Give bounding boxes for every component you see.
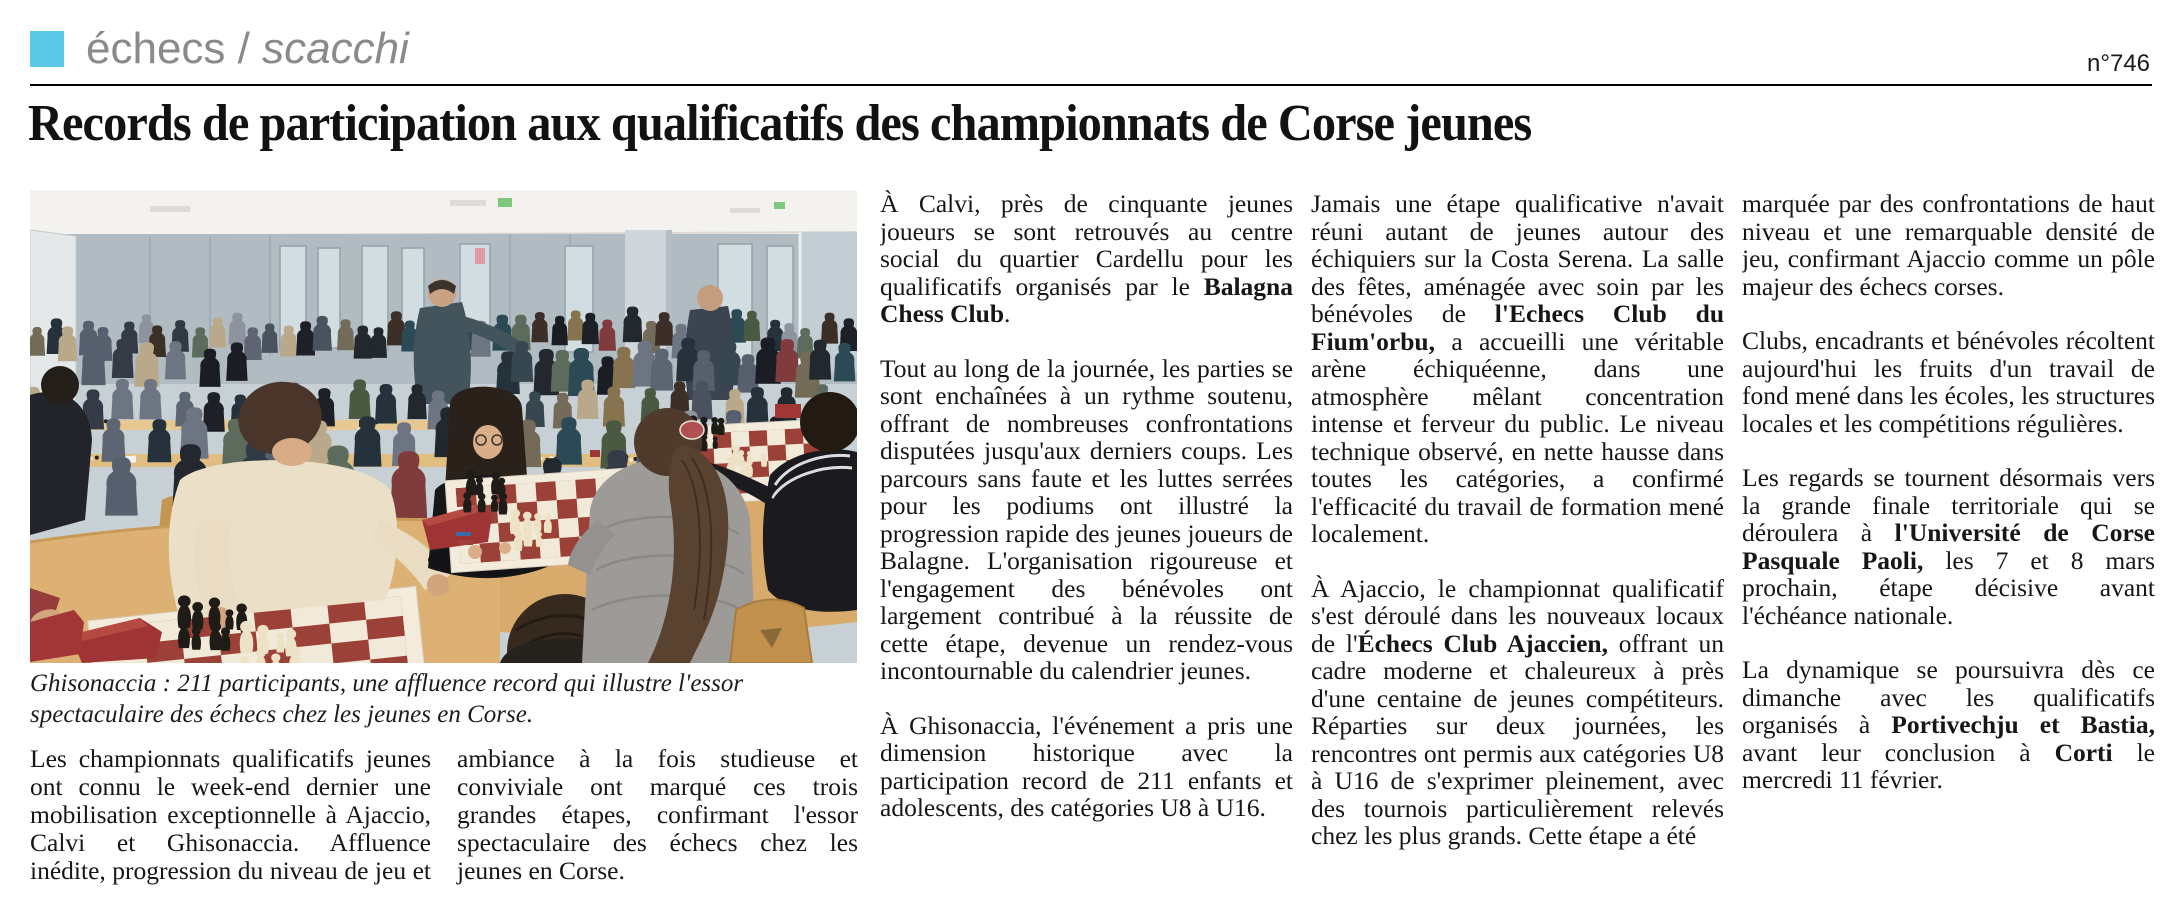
section-title-it: scacchi [262, 24, 409, 73]
article-paragraph: La dynamique se poursuivra dès ce dimanche avec les qualificatifs organisés à Portivechju et Bastia, avant leur conclusion à Corti le mercredi 11 février. [1742, 655, 2155, 794]
article-paragraph: À Ajaccio, le championnat qualificatif s'est déroulé dans les nouveaux locaux de l'Échecs Club Ajaccien, offrant un cadre moderne et chaleureux à près d'une centaine de jeunes compétiteurs. Réparties sur deux journées, les rencontres ont permis aux catégories U8 à U16 de s'exprimer pleinement, avec des tournois particulièrement relevés chez les plus grands. Cette étape a été [1311, 573, 1724, 850]
article-paragraph: À Ghisonaccia, l'événement a pris une dimension historique avec la participation record de 211 enfants et adolescents, des catégories U8 à U16. [880, 710, 1293, 822]
section-kicker [30, 24, 409, 74]
article-column-3 [1742, 190, 2155, 906]
article-paragraph: Clubs, encadrants et bénévoles récoltent aujourd'hui les fruits d'un travail de fond mené dans les écoles, les structures locales et les compétitions régulières. [1742, 326, 2155, 438]
article-paragraph: Jamais une étape qualificative n'avait réuni autant de jeunes autour des échiquiers sur la Costa Serena. La salle des fêtes, aménagée avec soin par les bénévoles de l'Echecs Club du Fium'orbu, a accueilli une véritable arène échiquéenne, dans une atmosphère mêlant concentration intense et ferveur du public. Le niveau technique observé, en nette hausse dans toutes les catégories, a confirmé l'efficacité du travail de formation mené localement. [1311, 190, 1724, 548]
photo-caption: Ghisonaccia : 211 participants, une affluence record qui illustre l'essor spectaculaire des échecs chez les jeunes en Corse. [30, 670, 744, 728]
article-lead [30, 745, 858, 903]
section-title-fr: échecs [86, 24, 226, 73]
article-paragraph: À Calvi, près de cinquante jeunes joueurs se sont retrouvés au centre social du quartier Cardellu pour les qualificatifs organisés par le Balagna Chess Club. [880, 190, 1293, 328]
article-paragraph: Les regards se tournent désormais vers la grande finale territoriale qui se déroulera à l'Université de Corse Pasquale Paoli, les 7 et 8 mars prochain, étape décisive avant l'échéance nationale. [1742, 463, 2155, 630]
section-title-separator: / [225, 24, 263, 73]
masthead-rule [30, 84, 2152, 86]
issue-number: n°746 [2087, 50, 2150, 77]
article-photo [30, 190, 857, 663]
accent-square [30, 31, 64, 67]
article-paragraph: Les championnats qualificatifs jeunes ont connu le week-end dernier une mobilisation exceptionnelle à Ajaccio, Calvi et Ghisonaccia. Affluence inédite, progression du niveau de jeu et ambiance à la fois studieuse et conviviale ont marqué ces trois grandes étapes, confirmant l'essor spectaculaire des échecs chez les jeunes en Corse. [30, 744, 858, 885]
article-paragraph: Tout au long de la journée, les parties se sont enchaînées à un rythme soutenu, offrant de nombreuses confrontations disputées jusqu'aux derniers coups. Les parcours sans faute et les luttes serrées pour les podiums ont illustré la progression rapide des jeunes joueurs de Balagne. L'organisation rigoureuse et l'engagement des bénévoles ont largement contribué à la réussite de cette étape, devenue un rendez-vous incontournable du calendrier jeunes. [880, 353, 1293, 685]
section-title [86, 24, 409, 74]
article-column-1 [880, 190, 1293, 906]
article-column-2 [1311, 190, 1724, 906]
tournament-photo-illustration [30, 190, 857, 663]
article-paragraph: marquée par des confrontations de haut niveau et une remarquable densité de jeu, confirmant Ajaccio comme un pôle majeur des échecs corses. [1742, 190, 2155, 301]
headline: Records de participation aux qualificatifs des championnats de Corse jeunes [28, 95, 1532, 152]
